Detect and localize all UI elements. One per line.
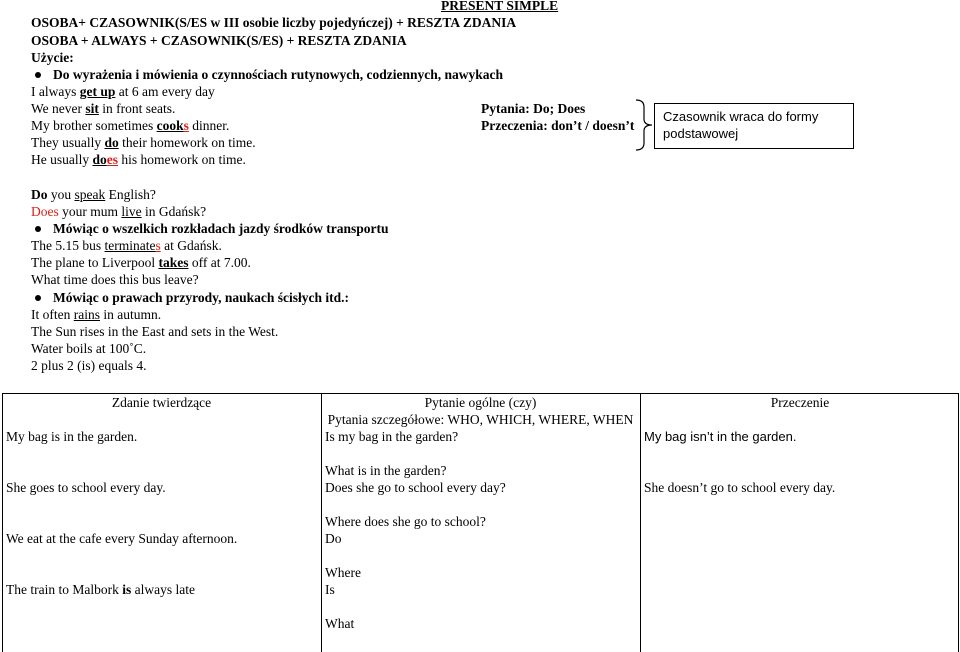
cell-negation: My bag isn’t in the garden. [644, 429, 797, 444]
base-form-note-box [654, 103, 854, 149]
cell-affirmative: The train to Malbork is always late [6, 582, 195, 597]
example-sun: The Sun rises in the East and sets in the West. [31, 324, 279, 339]
question-live: Does your mum live in Gdańsk? [31, 204, 207, 219]
formula-line-1: OSOBA+ CZASOWNIK(S/ES w III osobie liczby pojedyńczej) + RESZTA ZDANIA [31, 15, 517, 30]
cell-affirmative: My bag is in the garden. [6, 429, 138, 444]
questions-label: Pytania: Do; Does [481, 101, 586, 116]
negations-label: Przeczenia: don’t / doesn’t [481, 118, 635, 133]
example-sit: We never sit in front seats. [31, 101, 176, 116]
bullet-timetables: Mówiąc o wszelkich rozkładach jazdy środków transportu [53, 221, 389, 236]
table-row [2, 530, 960, 581]
header-questions: Pytanie ogólne (czy) Pytania szczegółowe: WHO, WHICH, WHERE, WHEN [327, 395, 634, 427]
usage-label: Użycie: [31, 50, 74, 65]
example-bus-leave: What time does this bus leave? [31, 272, 199, 287]
table-row [2, 581, 960, 632]
example-terminates: The 5.15 bus terminates at Gdańsk. [31, 238, 222, 253]
grammar-table [2, 393, 960, 632]
example-get-up: I always get up at 6 am every day [31, 84, 215, 99]
bullet-natural-laws: Mówiąc o prawach przyrody, naukach ścisłych itd.: [53, 290, 350, 305]
curly-brace-icon [634, 99, 656, 151]
formula-line-2: OSOBA + ALWAYS + CZASOWNIK(S/ES) + RESZTA ZDANIA [31, 33, 407, 48]
example-water: Water boils at 100˚C. [31, 341, 147, 356]
example-equals: 2 plus 2 (is) equals 4. [31, 358, 147, 373]
cell-question: Is What [325, 582, 355, 631]
cell-negation [640, 530, 960, 581]
table-row [2, 479, 960, 530]
bullet-dot-1 [35, 72, 41, 78]
cell-question: Is my bag in the garden? What is in the garden? [325, 429, 459, 478]
question-speak: Do you speak English? [31, 187, 156, 202]
cell-question: Do Where [325, 531, 361, 580]
cell-negation: She doesn’t go to school every day. [644, 480, 836, 495]
example-takes: The plane to Liverpool takes off at 7.00. [31, 255, 251, 270]
page-title: PRESENT SIMPLE [441, 0, 559, 13]
example-cooks: My brother sometimes cooks dinner. [31, 118, 230, 133]
header-negation: Przeczenie [770, 395, 830, 410]
example-does: He usually does his homework on time. [31, 152, 246, 167]
base-form-note: Czasownik wraca do formy podstawowej [663, 109, 819, 141]
example-do: They usually do their homework on time. [31, 135, 256, 150]
example-rains: It often rains in autumn. [31, 307, 162, 322]
cell-negation [640, 581, 960, 632]
cell-affirmative: We eat at the cafe every Sunday afternoon. [6, 531, 238, 546]
cell-affirmative: She goes to school every day. [6, 480, 166, 495]
cell-question: Does she go to school every day? Where does she go to school? [325, 480, 506, 529]
bullet-dot-3 [35, 295, 41, 301]
table-row [2, 428, 960, 479]
bullet-dot-2 [35, 226, 41, 232]
bullet-routines: Do wyrażenia i mówienia o czynnościach rutynowych, codziennych, nawykach [53, 67, 503, 82]
table-header-row [2, 393, 960, 428]
header-affirmative: Zdanie twierdzące [111, 395, 212, 410]
